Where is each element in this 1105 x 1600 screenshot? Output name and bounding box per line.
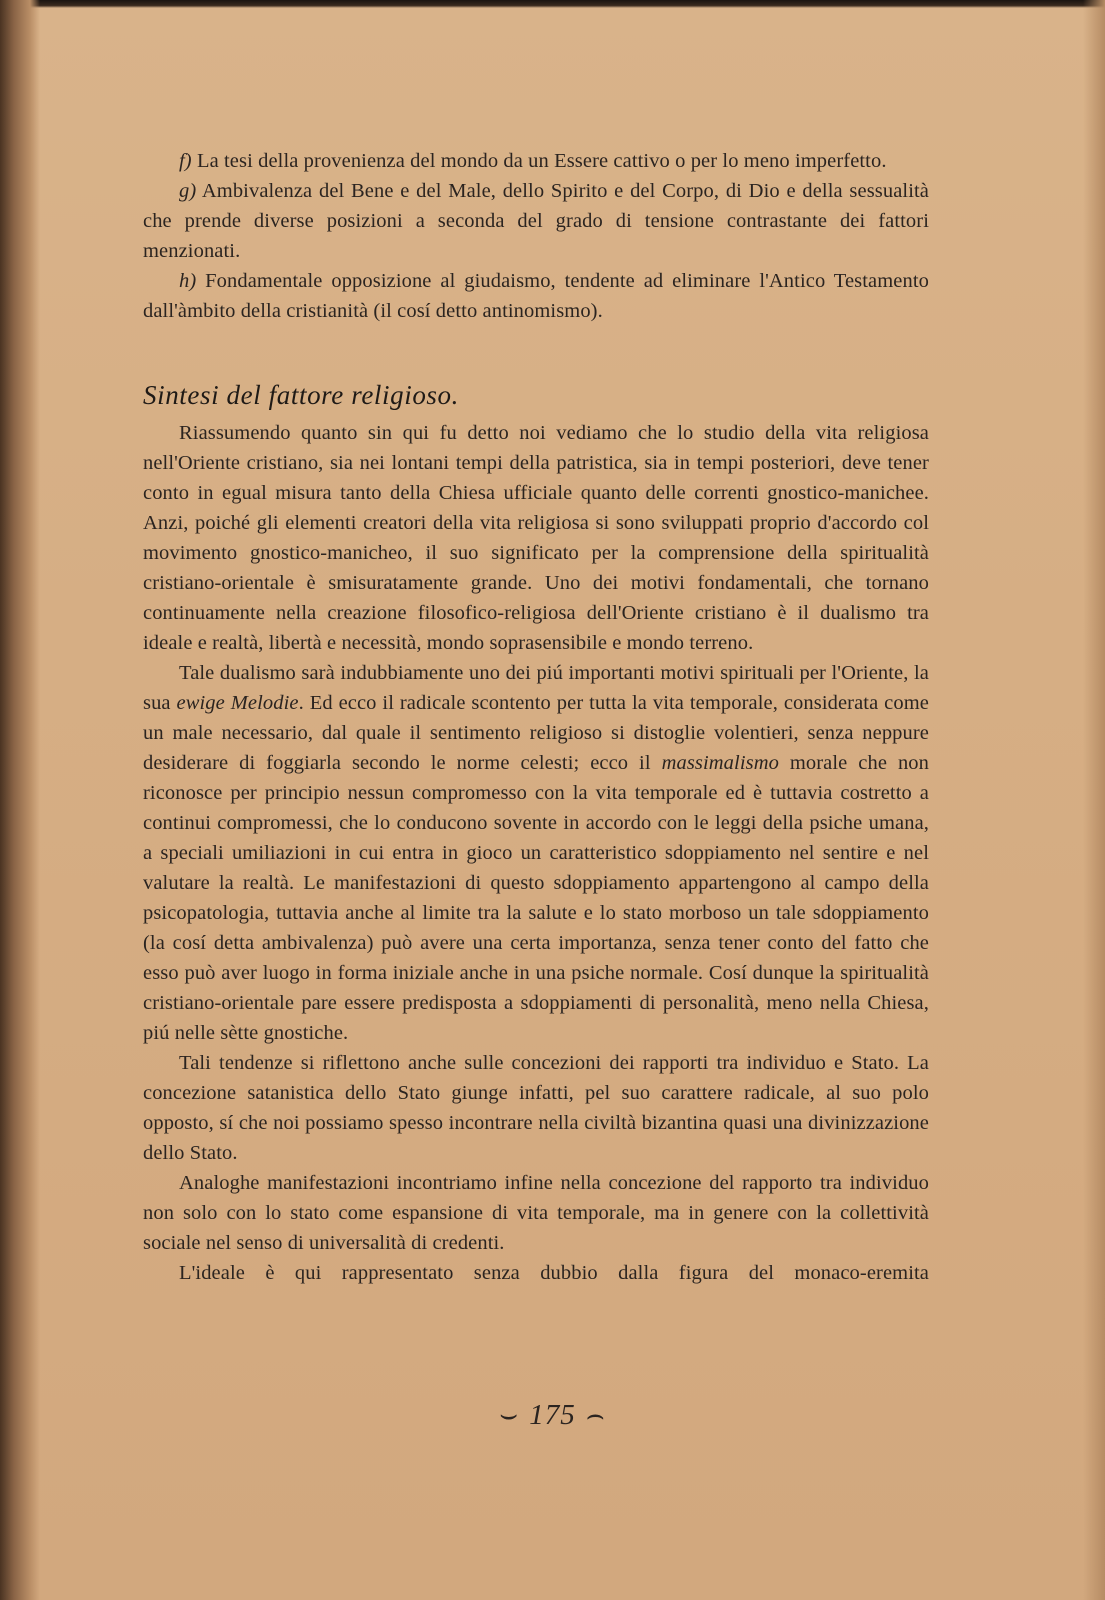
list-item-f <box>143 146 929 176</box>
page-top-shadow <box>0 0 1105 8</box>
list-marker: h) <box>179 270 197 292</box>
list-marker: f) <box>179 150 192 172</box>
list-item-g <box>143 176 929 266</box>
page-text <box>143 146 929 1288</box>
paragraph <box>143 658 929 1048</box>
page-right-edge <box>1083 0 1105 1600</box>
paragraph: L'ideale è qui rappresentato senza dubbio dalla figura del monaco-eremita <box>179 1262 929 1284</box>
list-marker: g) <box>179 180 197 202</box>
paragraph-text: Tale dualismo sarà indubbiamente uno dei piú importanti motivi spirituali per l'Oriente, la sua <box>143 662 929 714</box>
paragraph-text: morale che non riconosce per principio nessun compromesso con la vita temporale ed è tuttavia costretto a continui compromessi, che lo conducono sovente in accordo con le leggi della psiche umana, a speciali umiliazioni in cui entra in gioco un caratteristico sdoppiamento nel sentire e nel valutare la realtà. Le manifestazioni di questo sdoppiamento appartengono al campo della psicopatologia, tuttavia anche al limite tra la salute e lo stato morboso un tale sdoppiamento (la cosí detta ambivalenza) può avere una certa importanza, senza tener conto del fatto che esso può aver luogo in forma iniziale anche in una psiche normale. Cosí dunque la spiritualità cristiano-orientale pare essere predisposta a sdoppiamenti di personalità, meno nella Chiesa, piú nelle sètte gnostiche. <box>143 752 929 1044</box>
section-heading: Sintesi del fattore religioso. <box>143 380 459 410</box>
emphasis-text: ewige Melodie <box>176 692 299 714</box>
paragraph-text: . Ed ecco il radicale scontento per tutta la vita temporale, considerata come un male necessario, dal quale il sentimento religioso si distoglie volentieri, senza neppure desiderare di foggiarla secondo le norme celesti; ecco il <box>143 692 929 774</box>
paragraph: Analoghe manifestazioni incontriamo infine nella concezione del rapporto tra individuo non solo con lo stato come espansione di vita temporale, ma in genere con la collettività sociale nel senso di universalità di credenti. <box>143 1172 929 1254</box>
folio-ornament-left: ⌣ <box>499 1399 520 1431</box>
list-item-text: Fondamentale opposizione al giudaismo, tendente ad eliminare l'Antico Testamento dall'àmbito della cristianità (il cosí detto antinomismo). <box>143 270 929 322</box>
page-number-value: 175 <box>529 1399 576 1431</box>
folio-ornament-right: ⌢ <box>585 1399 606 1431</box>
paragraph: Tali tendenze si riflettono anche sulle concezioni dei rapporti tra individuo e Stato. La concezione satanistica dello Stato giunge infatti, pel suo carattere radicale, al suo polo opposto, sí che noi possiamo spesso incontrare nella civiltà bizantina quasi una divinizzazione dello Stato. <box>143 1052 929 1164</box>
page-binding-shadow <box>0 0 40 1600</box>
emphasis-text: massimalismo <box>661 752 779 774</box>
list-item-h <box>143 266 929 326</box>
list-item-text: La tesi della provenienza del mondo da un Essere cattivo o per lo meno imperfetto. <box>191 150 887 172</box>
page-number <box>0 1395 1105 1435</box>
list-item-text: Ambivalenza del Bene e del Male, dello Spirito e del Corpo, di Dio e della sessualità che prende diverse posizioni a seconda del grado di tensione contrastante dei fattori menzionati. <box>143 180 929 262</box>
paragraph: Riassumendo quanto sin qui fu detto noi vediamo che lo studio della vita religiosa nell'Oriente cristiano, sia nei lontani tempi della patristica, sia in tempi posteriori, deve tener conto in egual misura tanto della Chiesa ufficiale quanto delle correnti gnostico-manichee. Anzi, poiché gli elementi creatori della vita religiosa si sono sviluppati proprio d'accordo col movimento gnostico-manicheo, il suo significato per la comprensione della spiritualità cristiano-orientale è smisuratamente grande. Uno dei motivi fondamentali, che tornano continuamente nella creazione filosofico-religiosa dell'Oriente cristiano è il dualismo tra ideale e realtà, libertà e necessità, mondo soprasensibile e mondo terreno. <box>143 422 929 654</box>
